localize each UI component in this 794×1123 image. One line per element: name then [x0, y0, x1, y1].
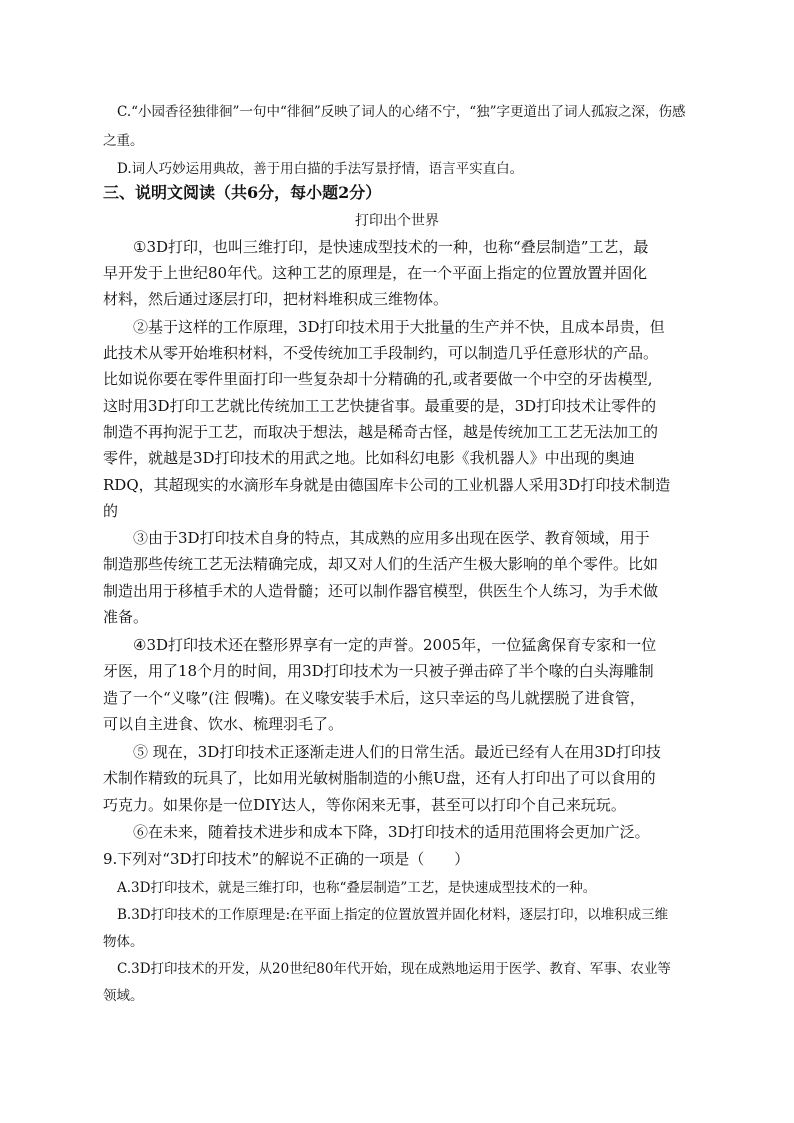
text-line: 打印出个世界 [355, 213, 439, 229]
text-line: ③由于3D打印技术自身的特点，其成熟的应用多出现在医学、教育领域，用于 [133, 529, 650, 547]
text-line: 术制作精致的玩具了，比如用光敏树脂制造的小熊U盘，还有人打印出了可以食用的 [103, 769, 656, 787]
text-line: ⑥在未来，随着技术进步和成本下降，3D打印技术的适用范围将会更加广泛。 [133, 823, 650, 841]
text-line: 早开发于上世纪80年代。这种工艺的原理是，在一个平面上指定的位置放置并固化 [103, 264, 648, 282]
text-line: 比如说你要在零件里面打印一些复杂却十分精确的孔,或者要做一个中空的牙齿模型, [103, 370, 653, 388]
text-line: 制造那些传统工艺无法精确完成，却又对人们的生活产生极大影响的单个零件。比如 [103, 555, 659, 573]
text-line: 三、说明文阅读（共6分，每小题2分） [103, 183, 382, 202]
text-line: 材料，然后通过逐层打印，把材料堆积成三维物体。 [103, 290, 449, 308]
text-line: A.3D打印技术，就是三维打印，也称“叠层制造”工艺，是快速成型技术的一种。 [117, 880, 597, 896]
text-line: ④3D打印技术还在整形界享有一定的声誉。2005年，一位猛禽保育专家和一位 [133, 636, 657, 654]
text-line: 制造出用于移植手术的人造骨髓；还可以制作器官模型，供医生个人练习，为手术做 [103, 582, 659, 600]
text-line: D.词人巧妙运用典故，善于用白描的手法写景抒情，语言平实直白。 [117, 161, 524, 177]
text-line: RDQ，其超现实的水滴形车身就是由德国库卡公司的工业机器人采用3D打印技术制造 [103, 476, 671, 494]
text-line: C.“小园香径独徘徊”一句中“徘徊”反映了词人的心绪不宁，“独”字更道出了词人孤寂之深，伤感 [117, 104, 686, 120]
text-line: ⑤ 现在，3D打印技术正逐渐走进人们的日常生活。最近已经有人在用3D打印技 [133, 743, 661, 761]
text-line: 准备。 [103, 608, 149, 626]
text-line: 造了一个“义喙”(注 假嘴)。在义喙安装手术后，这只幸运的鸟儿就摆脱了进食管， [103, 689, 645, 707]
text-line: 9.下列对“3D打印技术”的解说不正确的一项是（ ） [103, 850, 470, 868]
text-line: 这时用3D打印工艺就比传统加工工艺快捷省事。最重要的是，3D打印技术让零件的 [103, 397, 657, 415]
text-line: 零件，就越是3D打印技术的用武之地。比如科幻电影《我机器人》中出现的奥迪 [103, 449, 635, 467]
text-line: 牙医，用了18个月的时间，用3D打印技术为一只被子弹击碎了半个喙的白头海雕制 [103, 662, 654, 680]
text-line: ②基于这样的工作原理，3D打印技术用于大批量的生产并不快，且成本昂贵，但 [133, 318, 665, 336]
text-line: 之重。 [103, 133, 144, 149]
text-line: 此技术从零开始堆积材料，不受传统加工手段制约，可以制造几乎任意形状的产品。 [103, 344, 659, 362]
text-line: ①3D打印，也叫三维打印，是快速成型技术的一种，也称“叠层制造”工艺，最 [133, 238, 649, 256]
text-line: C.3D打印技术的开发，从20世纪80年代开始，现在成熟地运用于医学、教育、军事、农业等 [117, 961, 671, 977]
text-line: 可以自主进食、饮水、梳理羽毛了。 [103, 715, 344, 733]
text-line: 领域。 [103, 988, 144, 1004]
text-line: 巧克力。如果你是一位DIY达人，等你闲来无事，甚至可以打印个自己来玩玩。 [103, 796, 626, 814]
text-line: 物体。 [103, 934, 144, 950]
text-line: 制造不再拘泥于工艺，而取决于想法，越是稀奇古怪，越是传统加工工艺无法加工的 [103, 423, 659, 441]
text-line: B.3D打印技术的工作原理是:在平面上指定的位置放置并固化材料，逐层打印，以堆积成三维 [117, 907, 669, 923]
text-line: 的 [103, 502, 119, 520]
